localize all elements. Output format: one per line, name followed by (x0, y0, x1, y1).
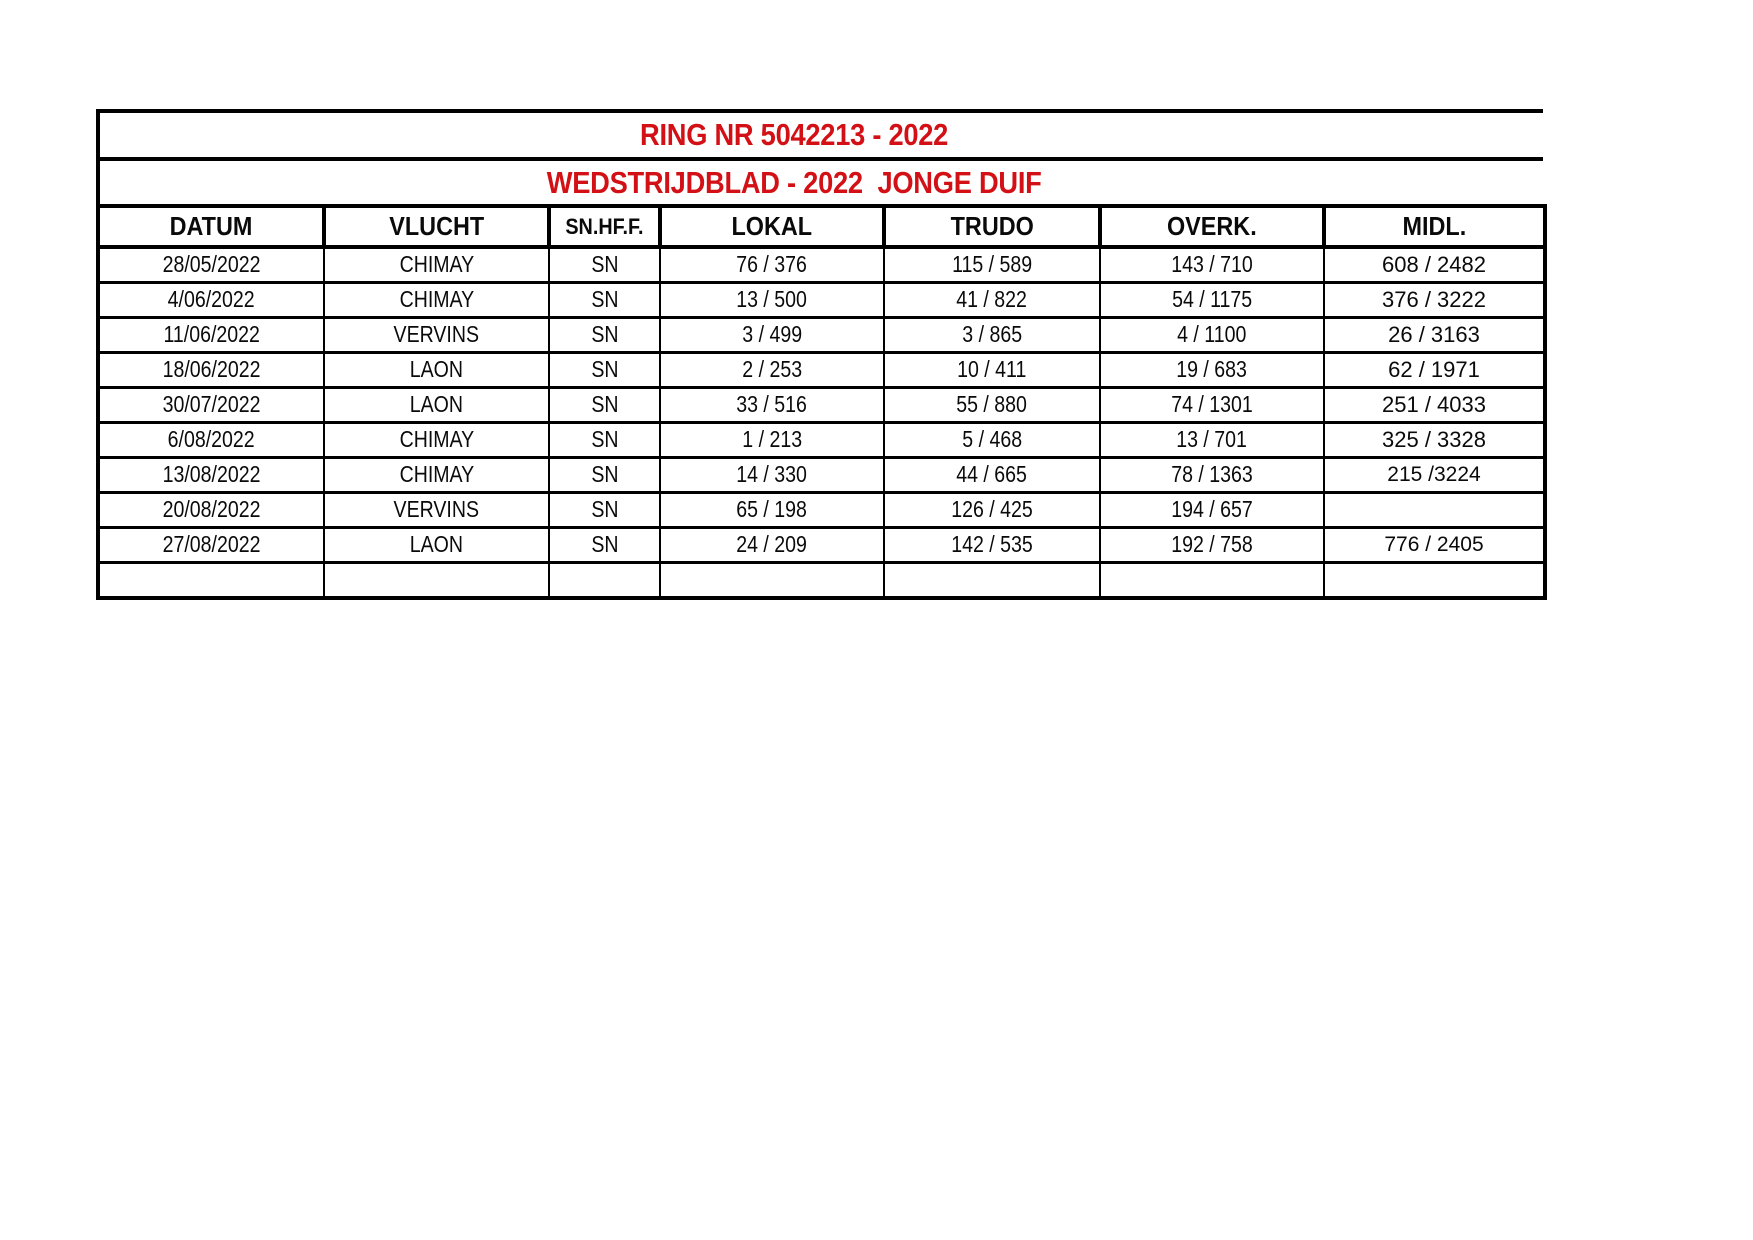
cell-value: LAON (409, 356, 464, 382)
cell-value: 19 / 683 (1176, 356, 1248, 382)
cell-overk (1100, 562, 1324, 598)
cell-value: 126 / 425 (951, 496, 1033, 522)
wedstrijdblad-sheet (96, 109, 1543, 600)
ring-number-row (96, 109, 1543, 157)
column-header-label: SN.HF.F. (565, 213, 644, 239)
table-row (98, 492, 1545, 527)
cell-trudo (884, 282, 1100, 317)
cell-value: 65 / 198 (736, 496, 808, 522)
cell-midl (1324, 352, 1545, 387)
cell-snhff (549, 492, 660, 527)
cell-midl (1324, 422, 1545, 457)
cell-datum (98, 352, 324, 387)
cell-midl (1324, 247, 1545, 282)
cell-value: 3 / 499 (742, 321, 802, 347)
cell-snhff (549, 422, 660, 457)
cell-value: 194 / 657 (1171, 496, 1253, 522)
cell-value: 18/06/2022 (162, 356, 261, 382)
cell-datum (98, 387, 324, 422)
cell-value: 26 / 3163 (1388, 321, 1480, 347)
cell-lokal (660, 352, 884, 387)
cell-value: SN (590, 391, 619, 417)
cell-overk (1100, 352, 1324, 387)
cell-value: 78 / 1363 (1171, 461, 1253, 487)
column-header-datum (98, 206, 324, 247)
cell-trudo (884, 527, 1100, 562)
cell-vlucht (324, 247, 549, 282)
cell-value: 4 / 1100 (1177, 321, 1247, 347)
cell-value: 55 / 880 (956, 391, 1028, 417)
cell-snhff (549, 562, 660, 598)
column-header-label: OVERK. (1167, 211, 1257, 241)
cell-trudo (884, 317, 1100, 352)
results-table-head (98, 206, 1545, 247)
cell-value: CHIMAY (399, 461, 474, 487)
cell-lokal (660, 457, 884, 492)
table-row (98, 282, 1545, 317)
cell-value: CHIMAY (399, 286, 474, 312)
cell-trudo (884, 352, 1100, 387)
cell-value: LAON (409, 531, 464, 557)
cell-datum (98, 422, 324, 457)
cell-overk (1100, 527, 1324, 562)
cell-value: 11/06/2022 (163, 321, 260, 347)
cell-trudo (884, 562, 1100, 598)
cell-datum (98, 527, 324, 562)
cell-value: 325 / 3328 (1382, 426, 1486, 452)
cell-trudo (884, 422, 1100, 457)
cell-value: VERVINS (393, 496, 480, 522)
cell-overk (1100, 457, 1324, 492)
cell-value: 24 / 209 (736, 531, 808, 557)
table-row (98, 562, 1545, 598)
column-header-midl (1324, 206, 1545, 247)
cell-value: 6/08/2022 (168, 426, 255, 452)
cell-lokal (660, 562, 884, 598)
cell-value: 3 / 865 (962, 321, 1022, 347)
cell-trudo (884, 387, 1100, 422)
cell-value: 2 / 253 (742, 356, 802, 382)
cell-datum (98, 457, 324, 492)
cell-value: 41 / 822 (956, 286, 1028, 312)
cell-datum (98, 492, 324, 527)
cell-snhff (549, 387, 660, 422)
header-row (98, 206, 1545, 247)
cell-datum (98, 247, 324, 282)
cell-value: 44 / 665 (956, 461, 1028, 487)
cell-value: CHIMAY (399, 251, 474, 278)
cell-midl (1324, 317, 1545, 352)
cell-value: 142 / 535 (951, 531, 1033, 557)
cell-datum (98, 282, 324, 317)
cell-overk (1100, 282, 1324, 317)
cell-lokal (660, 247, 884, 282)
table-row (98, 422, 1545, 457)
ring-number-title: RING NR 5042213 - 2022 (640, 117, 949, 152)
cell-value: SN (590, 286, 619, 312)
cell-vlucht (324, 387, 549, 422)
cell-value: 608 / 2482 (1382, 251, 1486, 277)
cell-midl (1324, 562, 1545, 598)
cell-vlucht (324, 352, 549, 387)
cell-overk (1100, 492, 1324, 527)
cell-overk (1100, 317, 1324, 352)
results-table (96, 204, 1547, 600)
cell-vlucht (324, 562, 549, 598)
cell-value: 74 / 1301 (1171, 391, 1253, 417)
cell-value: 14 / 330 (736, 461, 808, 487)
cell-datum (98, 317, 324, 352)
cell-value: CHIMAY (399, 426, 474, 452)
cell-value: SN (590, 356, 619, 382)
results-table-body (98, 247, 1545, 598)
table-row (98, 387, 1545, 422)
cell-snhff (549, 282, 660, 317)
cell-lokal (660, 422, 884, 457)
table-row (98, 247, 1545, 282)
cell-value: 215 /3224 (1387, 462, 1481, 486)
cell-midl (1324, 387, 1545, 422)
cell-overk (1100, 387, 1324, 422)
cell-lokal (660, 527, 884, 562)
cell-lokal (660, 387, 884, 422)
cell-value: 10 / 411 (957, 356, 1027, 382)
cell-snhff (549, 527, 660, 562)
column-header-snhff (549, 206, 660, 247)
cell-value: 76 / 376 (736, 251, 808, 278)
cell-midl (1324, 282, 1545, 317)
column-header-label: TRUDO (950, 211, 1034, 241)
column-header-lokal (660, 206, 884, 247)
cell-midl (1324, 527, 1545, 562)
column-header-label: DATUM (169, 211, 253, 241)
cell-value: 251 / 4033 (1382, 391, 1486, 417)
sheet-title-row (96, 157, 1543, 204)
cell-value: SN (590, 461, 619, 487)
cell-midl (1324, 492, 1545, 527)
sheet-title: WEDSTRIJDBLAD - 2022 JONGE DUIF (547, 164, 1042, 200)
cell-value: 30/07/2022 (162, 391, 261, 417)
column-header-label: VLUCHT (389, 211, 484, 241)
column-header-label: MIDL. (1402, 211, 1467, 241)
cell-value: 33 / 516 (736, 391, 808, 417)
cell-trudo (884, 492, 1100, 527)
column-header-vlucht (324, 206, 549, 247)
cell-datum (98, 562, 324, 598)
cell-value: 115 / 589 (951, 251, 1033, 278)
column-header-label: LOKAL (731, 211, 813, 241)
cell-value: SN (590, 321, 619, 347)
cell-value: SN (590, 531, 619, 557)
cell-value: 5 / 468 (962, 426, 1022, 452)
cell-trudo (884, 457, 1100, 492)
cell-value: 27/08/2022 (162, 531, 261, 557)
cell-vlucht (324, 457, 549, 492)
column-header-overk (1100, 206, 1324, 247)
cell-vlucht (324, 527, 549, 562)
cell-lokal (660, 282, 884, 317)
cell-lokal (660, 317, 884, 352)
table-row (98, 317, 1545, 352)
cell-overk (1100, 422, 1324, 457)
cell-vlucht (324, 492, 549, 527)
cell-value: 192 / 758 (1171, 531, 1253, 557)
table-row (98, 457, 1545, 492)
cell-value: 13/08/2022 (162, 461, 261, 487)
cell-value: 1 / 213 (742, 426, 802, 452)
column-header-trudo (884, 206, 1100, 247)
cell-value: SN (590, 496, 619, 522)
cell-lokal (660, 492, 884, 527)
cell-vlucht (324, 422, 549, 457)
cell-snhff (549, 457, 660, 492)
cell-value: SN (590, 426, 619, 452)
cell-value: 28/05/2022 (162, 251, 261, 278)
cell-snhff (549, 317, 660, 352)
cell-snhff (549, 352, 660, 387)
cell-vlucht (324, 282, 549, 317)
cell-value: 376 / 3222 (1382, 286, 1486, 312)
cell-value: 143 / 710 (1171, 251, 1253, 278)
cell-value: 62 / 1971 (1388, 356, 1480, 382)
cell-value: 54 / 1175 (1171, 286, 1253, 312)
cell-vlucht (324, 317, 549, 352)
cell-value: VERVINS (393, 321, 480, 347)
cell-value: SN (590, 251, 619, 278)
cell-midl (1324, 457, 1545, 492)
cell-value: 13 / 701 (1176, 426, 1248, 452)
cell-trudo (884, 247, 1100, 282)
table-row (98, 527, 1545, 562)
cell-value: 4/06/2022 (168, 286, 255, 312)
cell-value: 13 / 500 (736, 286, 808, 312)
table-row (98, 352, 1545, 387)
cell-value: LAON (409, 391, 464, 417)
cell-value: 20/08/2022 (162, 496, 261, 522)
cell-overk (1100, 247, 1324, 282)
cell-value: 776 / 2405 (1384, 532, 1484, 556)
cell-snhff (549, 247, 660, 282)
